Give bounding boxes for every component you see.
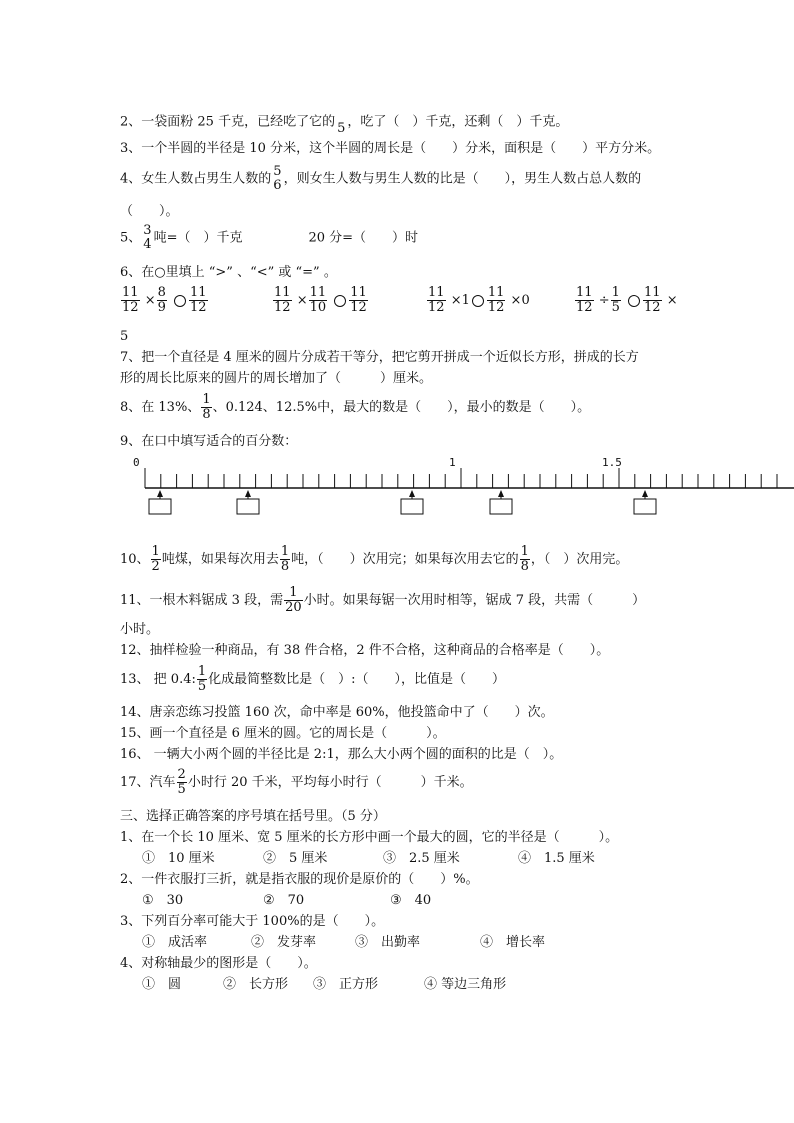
choice-2-opt-2[interactable]: ② 70 (263, 893, 305, 908)
answer-box[interactable] (401, 499, 423, 514)
answer-box[interactable] (490, 499, 512, 514)
answer-box[interactable] (149, 499, 171, 514)
arrow-head-icon (245, 490, 251, 497)
question-16: 16、 一辆大小两个圆的半径比是 2:1，那么大小两个圆的面积的比是（ ）。 (120, 747, 563, 762)
q2-text-end: ，吃了（ ）千克，还剩（ ）千克。 (347, 114, 569, 130)
question-8: 8、在 13%、 $\frac{1}{8}$ 、0.124、12.5%中，最大的数是（ ），最小的数是（ ）。 (120, 392, 591, 422)
choice-4: 4、对称轴最少的图形是（ ）。 (120, 956, 317, 971)
question-3: 3、一个半圆的半径是 10 分米，这个半圆的周长是（ ）分米，面积是（ ）平方分米。 (120, 141, 661, 156)
arrow-head-icon (642, 490, 648, 497)
choice-2-opt-1[interactable]: ① 30 (142, 893, 184, 908)
answer-box[interactable] (634, 499, 656, 514)
question-2 (120, 108, 568, 136)
choice-3: 3、下列百分率可能大于 100%的是（ ）。 (120, 914, 385, 929)
choice-3-opt-4[interactable]: ④ 增长率 (480, 935, 546, 950)
choice-1-opt-2[interactable]: ② 5 厘米 (263, 851, 328, 866)
number-line (140, 466, 794, 520)
choice-1-opt-1[interactable]: ① 10 厘米 (142, 851, 215, 866)
tick-label-0: 0 (133, 456, 140, 469)
arrow-head-icon (498, 490, 504, 497)
choice-2-opt-3[interactable]: ③ 40 (390, 893, 432, 908)
question-6-item-4: $\frac{11}{12}$ ÷ $\frac{1}{5}$ $\frac{11}{12}$ × (576, 285, 678, 315)
question-4-cont: （ ）。 (120, 204, 179, 219)
choice-1-opt-3[interactable]: ③ 2.5 厘米 (383, 851, 460, 866)
choice-3-opt-1[interactable]: ① 成活率 (142, 935, 208, 950)
arrow-head-icon (409, 490, 415, 497)
question-9-title: 9、在口中填写适合的百分数： (120, 434, 298, 449)
choice-4-opt-3[interactable]: ③ 正方形 (313, 977, 379, 992)
question-6-item-1: $\frac{11}{12}$ × $\frac{8}{9}$ $\frac{11}{12}$ (122, 285, 207, 315)
compare-circle[interactable] (174, 295, 186, 307)
choice-1: 1、在一个长 10 厘米、宽 5 厘米的长方形中画一个最大的圆，它的半径是（ ）。 (120, 830, 619, 845)
question-4: 4、女生人数占男生人数的 5 6 ，则女生人数与男生人数的比是（ ），男生人数占总人数的 (120, 164, 642, 193)
question-7-line-2: 形的周长比原来的圆片的周长增加了（ ）厘米。 (120, 371, 433, 386)
section-3-title: 三、选择正确答案的序号填在括号里。（5 分） (120, 809, 386, 824)
question-15: 15、画一个直径是 6 厘米的圆。它的周长是（ ）。 (120, 726, 446, 741)
question-7-line-1: 7、把一个直径是 4 厘米的圆片分成若干等分，把它剪开拼成一个近似长方形，拼成的长方 (120, 350, 639, 365)
question-5: 5、 3 4 吨=（ ）千克 20 分=（ ）时 (120, 223, 419, 252)
compare-circle[interactable] (334, 295, 346, 307)
question-6-item-3: $\frac{11}{12}$ ×1 $\frac{11}{12}$ ×0 (428, 285, 530, 315)
tick-label-1: 1 (449, 456, 456, 469)
answer-box[interactable] (237, 499, 259, 514)
question-13: 13、 把 0.4: $\frac{1}{5}$ 化成最简整数比是（ ）:（ ），比值是（ ） (120, 664, 506, 694)
choice-4-opt-4[interactable]: ④ 等边三角形 (424, 977, 507, 992)
choice-2: 2、一件衣服打三折，就是指衣服的现价是原价的（ ）%。 (120, 872, 479, 887)
choice-3-opt-3[interactable]: ③ 出勤率 (355, 935, 421, 950)
question-10: 10、 $\frac{1}{2}$ 吨煤，如果每次用去 $\frac{1}{8}$ 吨，（ ）次用完；如果每次用去它的 $\frac{1}{8}$ ，（ ）次用完。 (120, 544, 629, 574)
question-6-overflow: 5 (120, 329, 129, 344)
fraction: 5 (337, 121, 346, 136)
question-17: 17、汽车 $\frac{2}{5}$ 小时行 20 千米，平均每小时行（ ）千米。 (120, 767, 473, 797)
compare-circle[interactable] (472, 295, 484, 307)
question-6-title: 6、在○里填上 “>” 、“<” 或 “=” 。 (120, 265, 337, 280)
question-11: 11、一根木料锯成 3 段，需 $\frac{1}{20}$ 小时。如果每锯一次用时相等，锯成 7 段，共需（ ） (120, 585, 646, 615)
question-12: 12、抽样检验一种商品，有 38 件合格，2 件不合格，这种商品的合格率是（ ）。 (120, 643, 610, 658)
choice-3-opt-2[interactable]: ② 发芽率 (251, 935, 317, 950)
compare-circle[interactable] (628, 295, 640, 307)
tick-label-1-5: 1.5 (602, 456, 622, 469)
fraction: 5 6 (273, 164, 282, 193)
choice-4-opt-2[interactable]: ② 长方形 (223, 977, 289, 992)
q2-text: 2、一袋面粉 25 千克，已经吃了它的 (120, 114, 336, 130)
question-14: 14、唐亲恋练习投篮 160 次，命中率是 60%，他投篮命中了（ ）次。 (120, 705, 554, 720)
choice-1-opt-4[interactable]: ④ 1.5 厘米 (518, 851, 595, 866)
choice-4-opt-1[interactable]: ① 圆 (142, 977, 182, 992)
question-6-item-2: $\frac{11}{12}$ × $\frac{11}{10}$ $\frac{11}{12}$ (274, 285, 367, 315)
arrow-head-icon (157, 490, 163, 497)
question-11-cont: 小时。 (120, 622, 160, 637)
